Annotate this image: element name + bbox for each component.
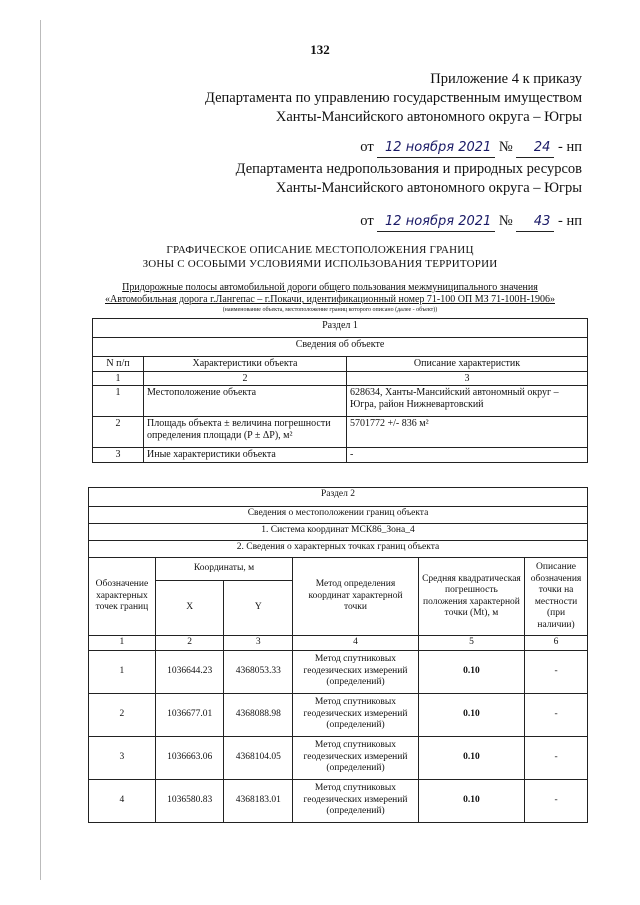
coordinate-system: 1. Система координат МСК86_Зона_4 [89, 524, 588, 541]
appendix-line-3: Ханты-Мансийского автономного округа – Югры [275, 109, 582, 125]
column-number: 4 [293, 636, 419, 651]
order-1-line: от 12 ноября 2021 № 24 - нп [360, 138, 582, 158]
table-row: 2 Площадь объекта ± величина погрешности определения площади (P ± ΔP), м² 5701772 +/- 836 м² [93, 417, 588, 448]
column-header: Характеристики объекта [144, 357, 347, 372]
column-number: 3 [347, 371, 588, 386]
object-name-line-2: «Автомобильная дорога г.Лангепас – г.Покачи, идентификационный номер 71-100 ОП МЗ 71-100Н-1906» [105, 294, 555, 305]
column-header: N п/п [93, 357, 144, 372]
column-header: Описание характеристик [347, 357, 588, 372]
section-1-title: Раздел 1 [93, 319, 588, 338]
table-row: 3 1036663.06 4368104.05 Метод спутниковых геодезических измерений (определений) 0.10 - [89, 736, 588, 779]
object-name-caption: (наименование объекта, местоположение границ которого описано (далее - объект)) [222, 307, 438, 313]
object-name [60, 282, 600, 314]
column-header: Метод определения координат характерной точки [293, 558, 419, 636]
table-row: 3 Иные характеристики объекта - [93, 448, 588, 463]
order-1-number-handwritten: 24 [516, 138, 554, 158]
scan-edge-line [40, 20, 41, 880]
appendix-header [205, 70, 582, 127]
section-2-title: Раздел 2 [89, 488, 588, 507]
table-row: 2 1036677.01 4368088.98 Метод спутниковых геодезических измерений (определений) 0.10 - [89, 693, 588, 736]
column-number: 2 [144, 371, 347, 386]
column-number: 5 [418, 636, 524, 651]
column-header-y: Y [224, 581, 293, 636]
section-1-table [92, 318, 588, 463]
column-number: 1 [93, 371, 144, 386]
section-2-subtitle: Сведения о местоположении границ объекта [89, 507, 588, 524]
table-row: 1 Местоположение объекта 628634, Ханты-Мансийский автономный округ – Югра, район Нижневартовский [93, 386, 588, 417]
department-2-line-2: Ханты-Мансийского автономного округа – Югры [275, 180, 582, 196]
section-2-table [88, 487, 588, 823]
order-2-number-handwritten: 43 [516, 212, 554, 232]
column-header: Описание обозначения точки на местности (при наличии) [525, 558, 588, 636]
column-header: Обозначение характерных точек границ [89, 558, 156, 636]
appendix-line-2: Департамента по управлению государственным имуществом [205, 90, 582, 106]
column-header: Координаты, м [155, 558, 292, 581]
points-title: 2. Сведения о характерных точках границ объекта [89, 541, 588, 558]
column-header-x: X [155, 581, 224, 636]
order-2-date-handwritten: 12 ноября 2021 [377, 212, 495, 232]
page-number: 132 [310, 42, 330, 57]
table-row: 4 1036580.83 4368183.01 Метод спутниковых геодезических измерений (определений) 0.10 - [89, 779, 588, 822]
column-number: 6 [525, 636, 588, 651]
order-1-date-handwritten: 12 ноября 2021 [377, 138, 495, 158]
column-number: 3 [224, 636, 293, 651]
column-number: 2 [155, 636, 224, 651]
department-2-header [236, 160, 582, 198]
department-2-line-1: Департамента недропользования и природных ресурсов [235, 161, 582, 177]
section-1-subtitle: Сведения об объекте [93, 338, 588, 357]
table-row: 1 1036644.23 4368053.33 Метод спутниковых геодезических измерений (определений) 0.10 - [89, 650, 588, 693]
appendix-line-1: Приложение 4 к приказу [430, 71, 582, 87]
document-title [0, 243, 640, 271]
object-name-line-1: Придорожные полосы автомобильной дороги общего пользования межмуниципального значения [122, 282, 538, 293]
title-line-1: ГРАФИЧЕСКОЕ ОПИСАНИЕ МЕСТОПОЛОЖЕНИЯ ГРАНИЦ [166, 244, 474, 256]
title-line-2: ЗОНЫ С ОСОБЫМИ УСЛОВИЯМИ ИСПОЛЬЗОВАНИЯ ТЕРРИТОРИИ [142, 258, 498, 270]
order-2-line: от 12 ноября 2021 № 43 - нп [360, 212, 582, 232]
column-header: Средняя квадратическая погрешность положения характерной точки (Mt), м [418, 558, 524, 636]
column-number: 1 [89, 636, 156, 651]
